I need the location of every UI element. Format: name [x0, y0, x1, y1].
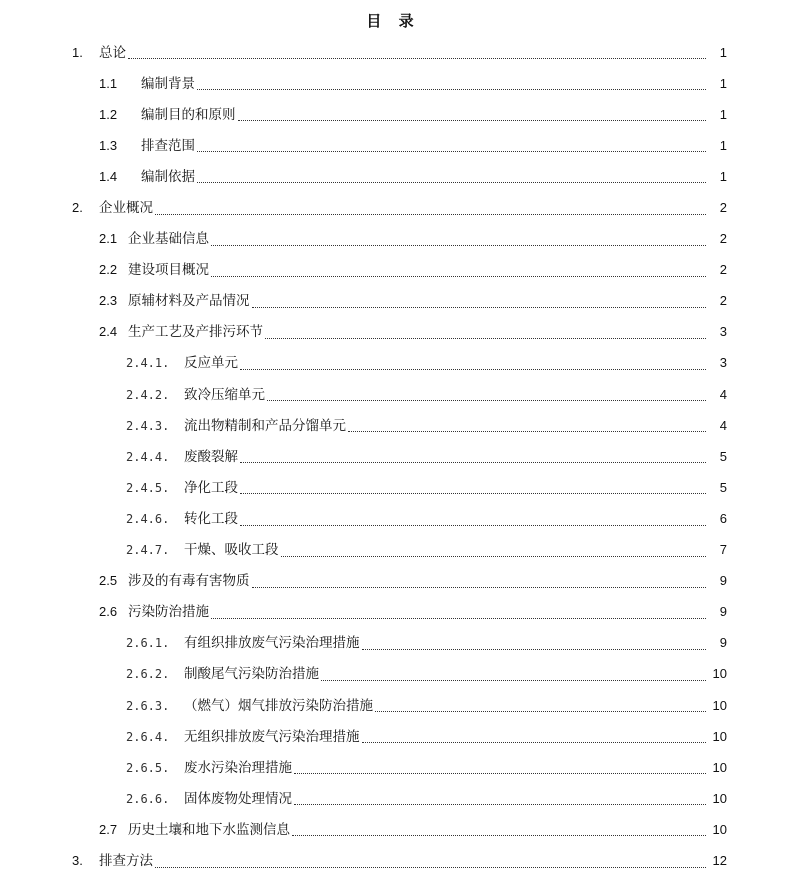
toc-entry-number: 2.4.6. — [126, 511, 170, 526]
dot-leader — [267, 400, 706, 401]
dot-leader — [294, 773, 706, 774]
toc-entry[interactable] — [0, 628, 786, 659]
toc-entry[interactable] — [0, 690, 786, 721]
toc-entry-page: 2 — [719, 262, 727, 278]
toc-entry-page: 10 — [712, 821, 727, 837]
toc-entry[interactable] — [0, 224, 786, 255]
toc-entry-number: 2.1 — [99, 231, 118, 247]
toc-entry[interactable] — [0, 441, 786, 472]
toc-entry-title: 制酸尾气污染防治措施 — [184, 666, 319, 683]
toc-entry-number: 2.6.4. — [126, 729, 170, 744]
toc-entry-title: 废水污染治理措施 — [184, 759, 292, 776]
toc-entry-page: 7 — [719, 542, 727, 558]
toc-entry-title: 无组织排放废气污染治理措施 — [184, 728, 360, 745]
toc-entry[interactable] — [0, 379, 786, 410]
toc-entry-page: 2 — [719, 293, 727, 309]
toc-entry[interactable] — [0, 130, 786, 161]
toc-entry-number: 2.7 — [99, 821, 118, 837]
dot-leader — [294, 804, 706, 805]
toc-entry-title: 固体废物处理情况 — [184, 790, 292, 807]
dot-leader — [197, 182, 706, 183]
toc-entry-title: 建设项目概况 — [128, 262, 209, 279]
toc-entry-number: 2.6.2. — [126, 667, 170, 682]
toc-entry[interactable] — [0, 472, 786, 503]
toc-entry[interactable] — [0, 659, 786, 690]
toc-entry[interactable] — [0, 721, 786, 752]
dot-leader — [197, 151, 706, 152]
dot-leader — [240, 369, 706, 370]
toc-entry-number: 2.4.7. — [126, 543, 170, 558]
toc-entry-title: 转化工段 — [184, 510, 238, 527]
dot-leader — [240, 462, 706, 463]
toc-entry[interactable] — [0, 597, 786, 628]
toc-entry-page: 3 — [719, 355, 727, 371]
toc-entry-page: 4 — [719, 417, 727, 433]
toc-entry-page: 1 — [719, 106, 727, 122]
toc-entry[interactable] — [0, 783, 786, 814]
toc-entry-title: 干燥、吸收工段 — [184, 542, 279, 559]
toc-entry-title: 净化工段 — [184, 479, 238, 496]
toc-entry-number: 1.4 — [99, 168, 118, 184]
toc-entry-page: 10 — [712, 666, 727, 682]
toc-entry-page: 10 — [712, 790, 727, 806]
toc-entry[interactable] — [0, 255, 786, 286]
toc-entry-title: 反应单元 — [184, 355, 238, 372]
toc-entry-number: 2. — [72, 200, 83, 216]
toc-entry-number: 2.4.1. — [126, 356, 170, 371]
dot-leader — [292, 835, 706, 836]
toc-entry-number: 2.6.3. — [126, 698, 170, 713]
toc-entry-page: 1 — [719, 137, 727, 153]
toc-entry-number: 3. — [72, 852, 83, 868]
toc-entry-title: 企业概况 — [99, 200, 153, 217]
toc-entry-page: 10 — [712, 728, 727, 744]
toc-entry-page: 2 — [719, 200, 727, 216]
dot-leader — [197, 89, 706, 90]
dot-leader — [281, 556, 707, 557]
toc-entry-page: 9 — [719, 573, 727, 589]
toc-entry[interactable] — [0, 99, 786, 130]
toc-entry[interactable] — [0, 845, 786, 876]
toc-entry-title: （燃气）烟气排放污染防治措施 — [184, 697, 373, 714]
toc-entry-number: 2.4.2. — [126, 387, 170, 402]
dot-leader — [238, 120, 707, 121]
dot-leader — [128, 58, 706, 59]
toc-entry[interactable] — [0, 348, 786, 379]
toc-entry-title: 企业基础信息 — [128, 231, 209, 248]
toc-entry-title: 排查方法 — [99, 852, 153, 869]
toc-entry-page: 10 — [712, 759, 727, 775]
toc-entry-number: 1.1 — [99, 75, 118, 91]
toc-entry-number: 1.2 — [99, 106, 118, 122]
toc-entry-page: 1 — [719, 168, 727, 184]
toc-entry-number: 2.4.5. — [126, 480, 170, 495]
toc-entry[interactable] — [0, 410, 786, 441]
dot-leader — [252, 587, 707, 588]
toc-entry-title: 编制目的和原则 — [141, 106, 236, 123]
toc-entry-number: 2.6.1. — [126, 636, 170, 651]
dot-leader — [211, 245, 706, 246]
toc-entry-title: 废酸裂解 — [184, 448, 238, 465]
dot-leader — [155, 214, 706, 215]
toc-entry[interactable] — [0, 535, 786, 566]
table-of-contents — [0, 37, 786, 877]
toc-entry-number: 2.6.6. — [126, 791, 170, 806]
dot-leader — [240, 525, 706, 526]
toc-entry-page: 10 — [712, 697, 727, 713]
toc-entry-number: 2.6.5. — [126, 760, 170, 775]
toc-entry-title: 编制依据 — [141, 168, 195, 185]
toc-entry-page: 4 — [719, 386, 727, 402]
dot-leader — [252, 307, 707, 308]
toc-entry[interactable] — [0, 286, 786, 317]
toc-entry-title: 涉及的有毒有害物质 — [128, 573, 250, 590]
toc-entry[interactable] — [0, 317, 786, 348]
toc-entry-page: 9 — [719, 604, 727, 620]
toc-entry-page: 2 — [719, 231, 727, 247]
toc-entry-title: 排查范围 — [141, 137, 195, 154]
toc-entry-page: 9 — [719, 635, 727, 651]
toc-entry-number: 1. — [72, 44, 83, 60]
dot-leader — [211, 276, 706, 277]
toc-entry[interactable] — [0, 68, 786, 99]
dot-leader — [362, 742, 707, 743]
toc-entry-number: 2.3 — [99, 293, 118, 309]
dot-leader — [362, 649, 707, 650]
toc-entry[interactable] — [0, 566, 786, 597]
toc-entry-page: 1 — [719, 44, 727, 60]
dot-leader — [321, 680, 706, 681]
toc-title: 目 录 — [366, 12, 420, 30]
toc-entry-title: 流出物精制和产品分馏单元 — [184, 417, 346, 434]
dot-leader — [348, 431, 706, 432]
toc-entry[interactable] — [0, 752, 786, 783]
toc-entry-page: 3 — [719, 324, 727, 340]
toc-entry-number: 2.2 — [99, 262, 118, 278]
dot-leader — [265, 338, 706, 339]
toc-entry-page: 1 — [719, 75, 727, 91]
toc-entry-title: 生产工艺及产排污环节 — [128, 324, 263, 341]
toc-entry-title: 污染防治措施 — [128, 604, 209, 621]
dot-leader — [155, 867, 706, 868]
toc-entry-number: 2.4 — [99, 324, 118, 340]
toc-entry-number: 2.6 — [99, 604, 118, 620]
toc-entry[interactable] — [0, 814, 786, 845]
toc-entry-title: 原辅材料及产品情况 — [128, 293, 250, 310]
toc-entry-number: 2.4.4. — [126, 449, 170, 464]
toc-entry-number: 2.5 — [99, 573, 118, 589]
toc-entry-title: 有组织排放废气污染治理措施 — [184, 635, 360, 652]
toc-entry-page: 5 — [719, 448, 727, 464]
toc-entry-page: 5 — [719, 479, 727, 495]
dot-leader — [375, 711, 706, 712]
toc-entry-number: 2.4.3. — [126, 418, 170, 433]
toc-entry-number: 1.3 — [99, 137, 118, 153]
toc-entry[interactable] — [0, 192, 786, 223]
toc-entry[interactable] — [0, 161, 786, 192]
toc-entry-title: 编制背景 — [141, 75, 195, 92]
toc-entry-page: 6 — [719, 510, 727, 526]
toc-entry-title: 历史土壤和地下水监测信息 — [128, 821, 290, 838]
dot-leader — [211, 618, 706, 619]
dot-leader — [240, 493, 706, 494]
toc-entry[interactable] — [0, 503, 786, 534]
toc-entry-page: 12 — [712, 852, 727, 868]
toc-entry-title: 总论 — [99, 44, 126, 61]
toc-entry[interactable] — [0, 37, 786, 68]
toc-entry-title: 致冷压缩单元 — [184, 386, 265, 403]
